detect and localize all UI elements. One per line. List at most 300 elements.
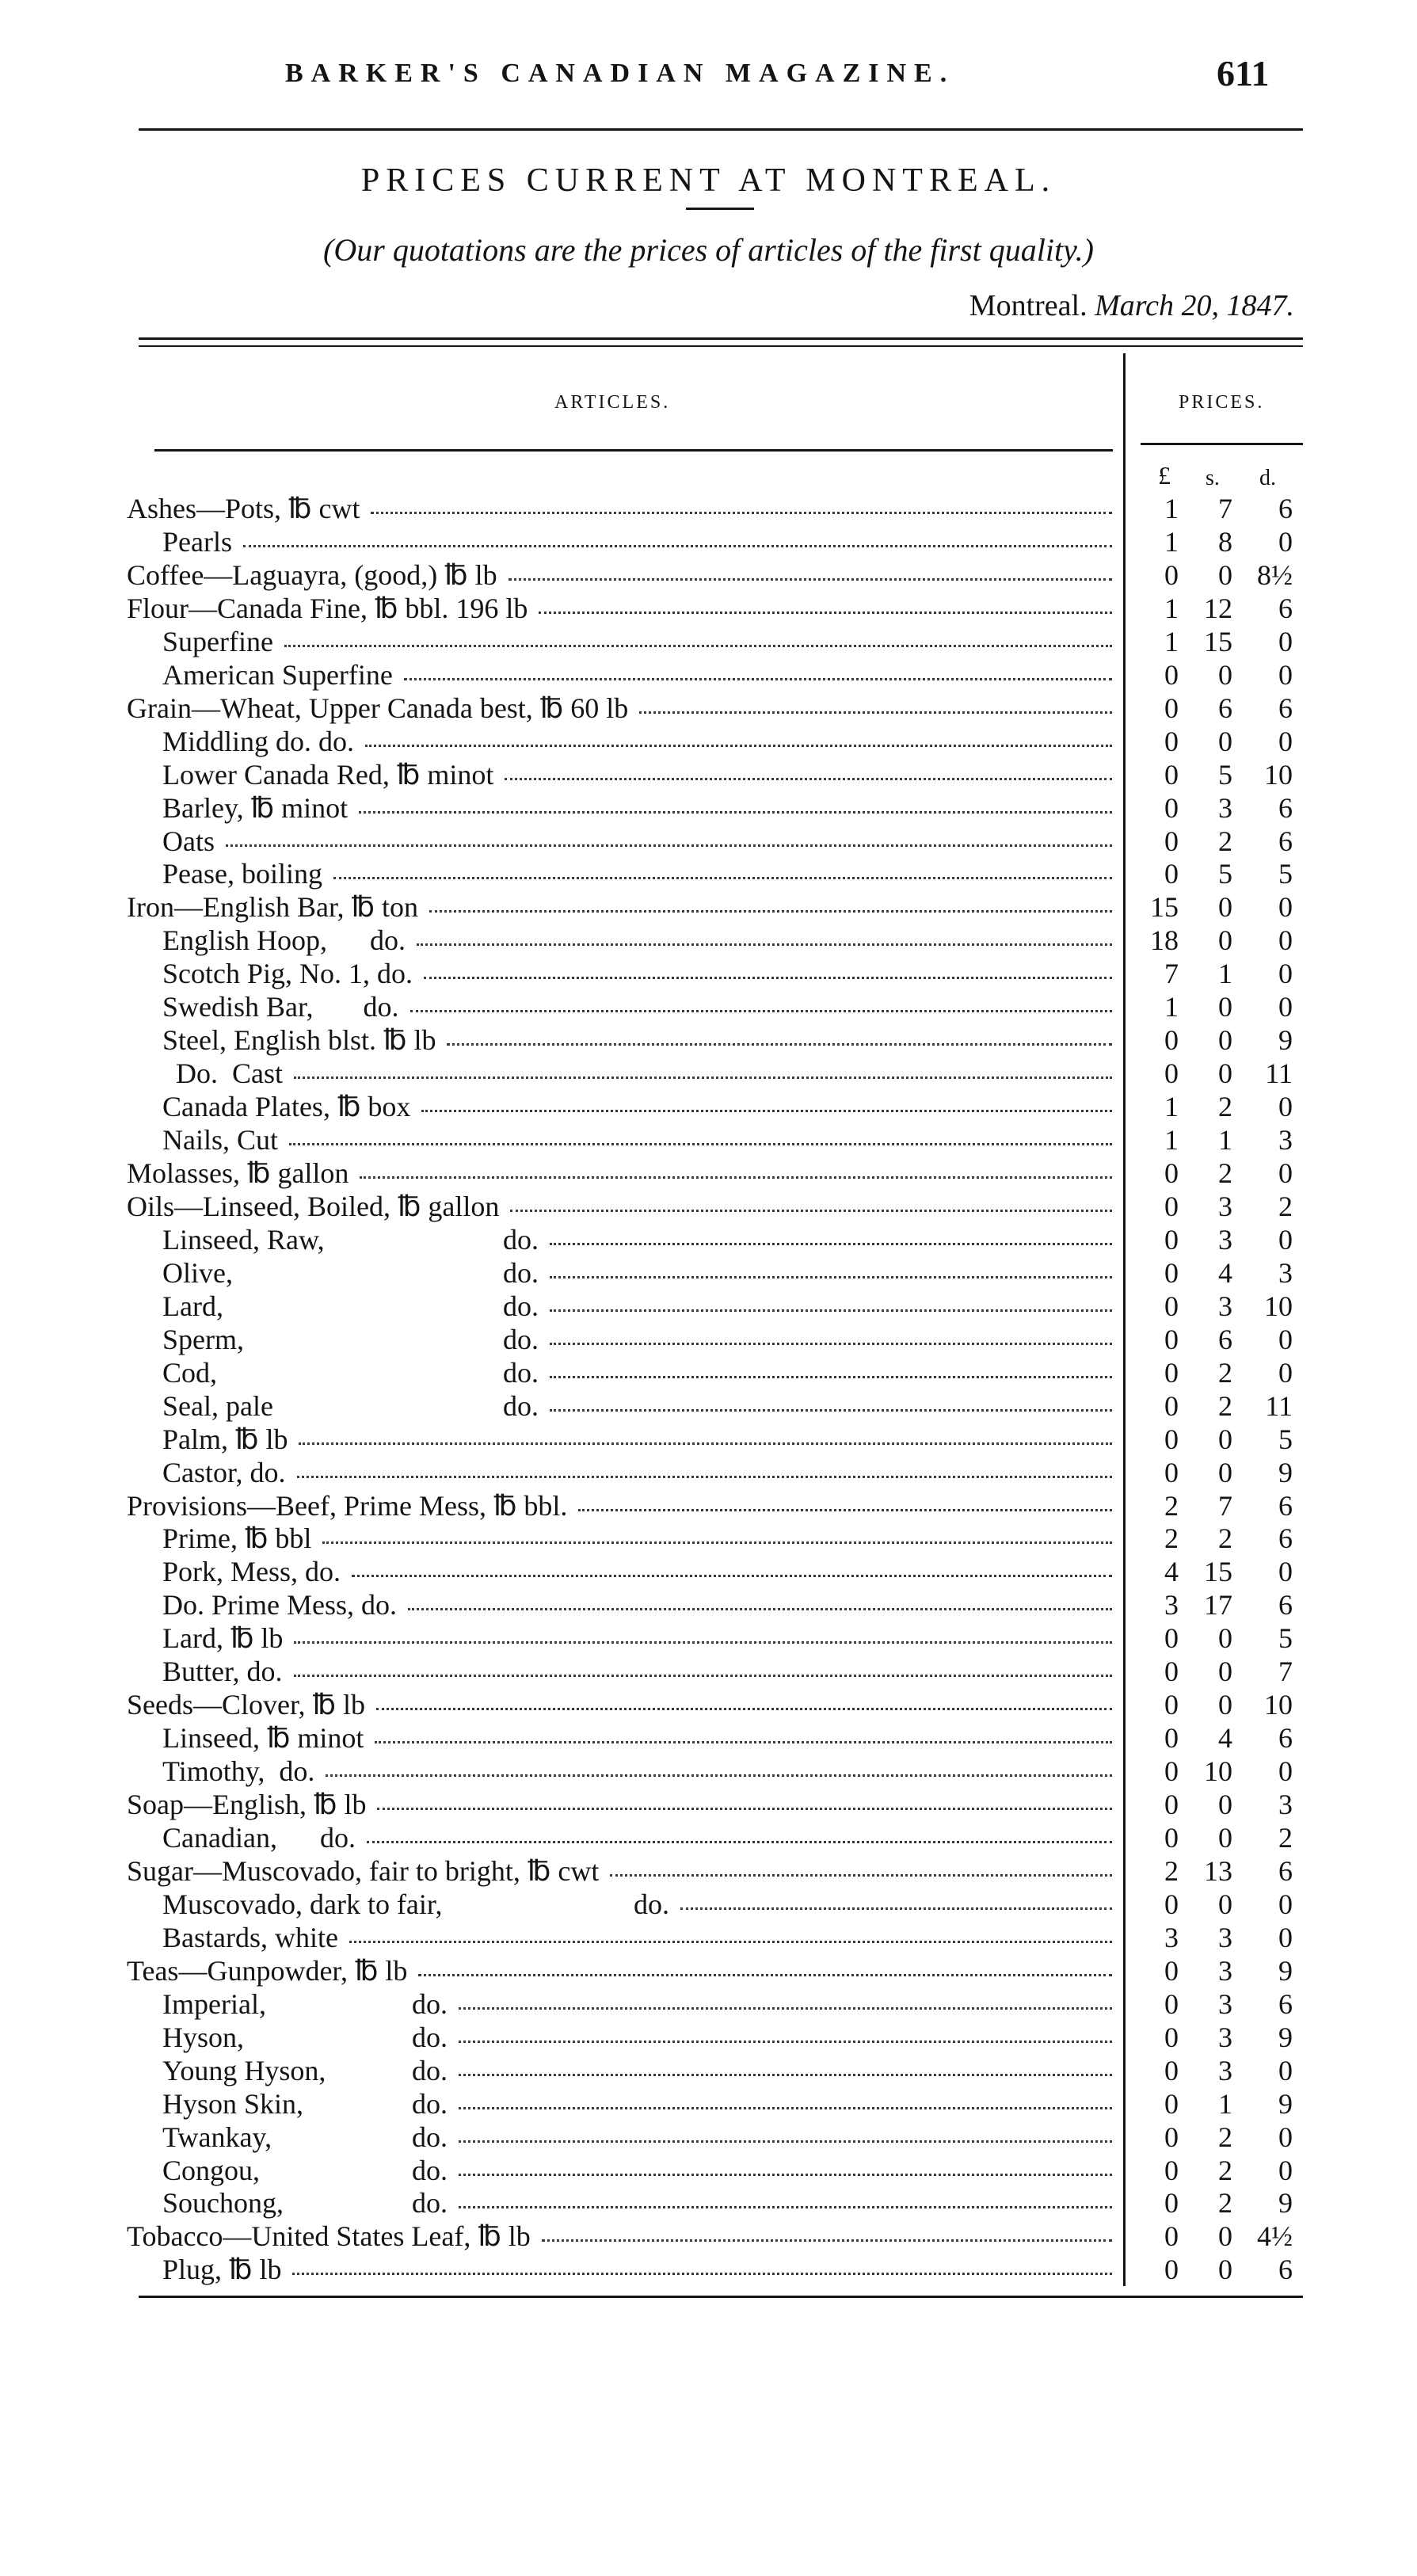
ditto-label: do.	[412, 2154, 448, 2186]
article-label: Canadian, do.	[162, 1822, 356, 1854]
price-shillings: 0	[1218, 1456, 1232, 1488]
table-top-rule-2	[139, 345, 1303, 347]
article-label: Flour—Canada Fine, ℔ bbl. 196 lb	[127, 592, 528, 624]
price-pence: 6	[1278, 2254, 1293, 2286]
dot-leader	[459, 2107, 1112, 2109]
ditto-label: do.	[412, 2087, 448, 2120]
table-row	[0, 1024, 1417, 1057]
price-shillings: 0	[1218, 924, 1232, 957]
price-pounds: 1	[1164, 592, 1179, 624]
price-pence: 5	[1278, 858, 1293, 890]
header-rule	[139, 128, 1303, 131]
price-shillings: 0	[1218, 558, 1232, 591]
price-pounds: 0	[1164, 758, 1179, 791]
table-row	[0, 659, 1417, 692]
pounds-header: £	[1158, 461, 1171, 490]
price-pounds: 0	[1164, 1256, 1179, 1289]
dot-leader	[542, 2239, 1112, 2242]
price-pounds: 0	[1164, 558, 1179, 591]
article-label: Lower Canada Red, ℔ minot	[162, 758, 494, 791]
dot-leader	[550, 1409, 1112, 1412]
article-label: Timothy, do.	[162, 1755, 315, 1788]
dot-leader	[550, 1309, 1112, 1312]
price-pence: 3	[1278, 1789, 1293, 1821]
price-pounds: 0	[1164, 1024, 1179, 1057]
article-label: Linseed, ℔ minot	[162, 1722, 364, 1755]
subtitle: (Our quotations are the prices of articles of the first quality.)	[323, 232, 1094, 268]
price-pence: 0	[1278, 1921, 1293, 1953]
table-row	[0, 2088, 1417, 2121]
table-row	[0, 2254, 1417, 2286]
price-pence: 0	[1278, 2154, 1293, 2186]
price-pence: 9	[1278, 1954, 1293, 1987]
table-row	[0, 593, 1417, 625]
article-label: Lard, ℔ lb	[162, 1622, 284, 1655]
price-pence: 0	[1278, 1323, 1293, 1355]
table-row	[0, 1589, 1417, 1621]
dot-leader	[421, 1110, 1112, 1112]
table-row	[0, 991, 1417, 1023]
price-shillings: 0	[1218, 1656, 1232, 1688]
article-label: Sugar—Muscovado, fair to bright, ℔ cwt	[127, 1854, 600, 1887]
price-pence: 11	[1265, 1389, 1293, 1422]
price-pounds: 0	[1164, 1789, 1179, 1821]
price-pence: 6	[1278, 791, 1293, 824]
ditto-label: do.	[412, 2187, 448, 2220]
article-label: Bastards, white	[162, 1921, 338, 1953]
table-row	[0, 1556, 1417, 1588]
price-shillings: 8	[1218, 525, 1232, 558]
price-pence: 6	[1278, 1854, 1293, 1887]
price-pence: 0	[1278, 525, 1293, 558]
price-shillings: 3	[1218, 2054, 1232, 2086]
price-pounds: 0	[1164, 2121, 1179, 2153]
price-shillings: 0	[1218, 1057, 1232, 1090]
price-shillings: 3	[1218, 1921, 1232, 1953]
price-pounds: 1	[1164, 625, 1179, 657]
price-pence: 6	[1278, 1722, 1293, 1755]
dateline	[969, 288, 1294, 323]
ditto-label: do.	[412, 2021, 448, 2053]
price-shillings: 3	[1218, 1290, 1232, 1322]
article-label: Oats	[162, 825, 215, 857]
price-pounds: 4	[1164, 1556, 1179, 1588]
price-shillings: 4	[1218, 1256, 1232, 1289]
price-pence: 6	[1278, 1489, 1293, 1522]
article-label: Linseed, Raw,	[162, 1223, 325, 1256]
price-pounds: 15	[1150, 891, 1179, 924]
article-label: Lard,	[162, 1290, 223, 1322]
price-shillings: 0	[1218, 1423, 1232, 1455]
article-label: Scotch Pig, No. 1, do.	[162, 958, 413, 990]
dot-leader	[410, 1010, 1112, 1012]
table-row	[0, 1124, 1417, 1157]
price-pence: 10	[1264, 1689, 1293, 1721]
price-pounds: 0	[1164, 1722, 1179, 1755]
dot-leader	[375, 1741, 1112, 1743]
price-pence: 0	[1278, 891, 1293, 924]
article-label: English Hoop, do.	[162, 924, 406, 957]
ditto-label: do.	[503, 1323, 539, 1355]
table-row	[0, 1789, 1417, 1821]
price-pence: 0	[1278, 924, 1293, 957]
price-shillings: 3	[1218, 791, 1232, 824]
article-label: Canada Plates, ℔ box	[162, 1091, 411, 1123]
prices-header-rule	[1141, 443, 1303, 445]
table-row	[0, 858, 1417, 890]
table-row	[0, 1191, 1417, 1223]
article-label: Hyson,	[162, 2021, 245, 2053]
price-pounds: 1	[1164, 525, 1179, 558]
table-row	[0, 1057, 1417, 1090]
article-label: Congou,	[162, 2154, 261, 2186]
article-label: Do. Cast	[176, 1057, 283, 1090]
price-pence: 10	[1264, 758, 1293, 791]
price-pounds: 0	[1164, 825, 1179, 857]
dot-leader	[418, 1974, 1112, 1976]
dot-leader	[294, 1641, 1112, 1644]
price-shillings: 0	[1218, 991, 1232, 1023]
price-pounds: 0	[1164, 2054, 1179, 2086]
ditto-label: do.	[634, 1888, 669, 1920]
price-pence: 9	[1278, 1456, 1293, 1488]
table-row	[0, 1390, 1417, 1423]
price-shillings: 4	[1218, 1722, 1232, 1755]
price-pounds: 1	[1164, 991, 1179, 1023]
articles-header-rule	[154, 449, 1113, 452]
article-label: Castor, do.	[162, 1456, 286, 1488]
ditto-label: do.	[503, 1356, 539, 1389]
price-pence: 3	[1278, 1256, 1293, 1289]
price-pounds: 0	[1164, 2254, 1179, 2286]
price-pence: 9	[1278, 2187, 1293, 2220]
dot-leader	[284, 645, 1112, 647]
table-row	[0, 1091, 1417, 1123]
dot-leader	[459, 2074, 1112, 2076]
price-pounds: 0	[1164, 1622, 1179, 1655]
article-label: Coffee—Laguayra, (good,) ℔ lb	[127, 558, 497, 591]
dot-leader	[417, 943, 1112, 946]
price-pounds: 0	[1164, 1689, 1179, 1721]
ditto-label: do.	[412, 2054, 448, 2086]
price-pence: 6	[1278, 1522, 1293, 1555]
dot-leader	[294, 1675, 1112, 1677]
price-shillings: 0	[1218, 891, 1232, 924]
dot-leader	[550, 1376, 1112, 1378]
price-pounds: 7	[1164, 958, 1179, 990]
price-shillings: 3	[1218, 2021, 1232, 2053]
price-shillings: 2	[1218, 2121, 1232, 2153]
table-top-rule-1	[139, 337, 1303, 340]
price-pence: 0	[1278, 725, 1293, 757]
dot-leader	[294, 1077, 1112, 1079]
dot-leader	[376, 1708, 1112, 1710]
price-pounds: 0	[1164, 2087, 1179, 2120]
article-label: Oils—Linseed, Boiled, ℔ gallon	[127, 1190, 500, 1222]
dot-leader	[352, 1575, 1112, 1577]
article-label: Teas—Gunpowder, ℔ lb	[127, 1954, 408, 1987]
price-pounds: 3	[1164, 1589, 1179, 1621]
price-shillings: 1	[1218, 2087, 1232, 2120]
price-shillings: 7	[1218, 493, 1232, 524]
price-pounds: 0	[1164, 2220, 1179, 2253]
price-pence: 11	[1265, 1057, 1293, 1090]
price-pounds: 0	[1164, 1954, 1179, 1987]
dateline-date: March 20, 1847.	[1095, 289, 1294, 322]
article-label: Imperial,	[162, 1987, 266, 2020]
price-shillings: 3	[1218, 1954, 1232, 1987]
price-pence: 9	[1278, 2021, 1293, 2053]
article-label: Palm, ℔ lb	[162, 1423, 288, 1455]
table-row	[0, 1722, 1417, 1755]
price-pounds: 0	[1164, 1389, 1179, 1422]
price-pounds: 1	[1164, 1091, 1179, 1123]
article-label: Young Hyson,	[162, 2054, 326, 2086]
price-shillings: 12	[1204, 592, 1232, 624]
price-pounds: 0	[1164, 1356, 1179, 1389]
price-pence: 0	[1278, 958, 1293, 990]
ditto-label: do.	[503, 1290, 539, 1322]
table-row	[0, 626, 1417, 658]
dot-leader	[680, 1907, 1112, 1910]
price-pounds: 0	[1164, 1888, 1179, 1920]
table-row	[0, 1755, 1417, 1788]
price-shillings: 0	[1218, 1789, 1232, 1821]
price-pounds: 0	[1164, 1656, 1179, 1688]
price-pounds: 1	[1164, 493, 1179, 524]
price-shillings: 2	[1218, 2187, 1232, 2220]
article-label: Soap—English, ℔ lb	[127, 1789, 367, 1821]
table-row	[0, 493, 1417, 525]
table-row	[0, 825, 1417, 858]
dot-leader	[459, 2174, 1112, 2176]
price-shillings: 2	[1218, 1356, 1232, 1389]
price-pence: 0	[1278, 1356, 1293, 1389]
table-row	[0, 1689, 1417, 1721]
dot-leader	[550, 1243, 1112, 1245]
price-pence: 6	[1278, 825, 1293, 857]
dot-leader	[509, 578, 1112, 581]
price-pounds: 0	[1164, 2187, 1179, 2220]
price-pounds: 0	[1164, 1323, 1179, 1355]
table-row	[0, 1157, 1417, 1190]
table-row	[0, 1922, 1417, 1954]
price-shillings: 15	[1204, 1556, 1232, 1588]
dot-leader	[289, 1143, 1112, 1145]
price-pence: 0	[1278, 1755, 1293, 1788]
table-row	[0, 2155, 1417, 2187]
price-pence: 5	[1278, 1423, 1293, 1455]
articles-column-header: ARTICLES.	[554, 392, 671, 413]
table-row	[0, 1290, 1417, 1323]
price-pence: 6	[1278, 692, 1293, 724]
price-shillings: 15	[1204, 625, 1232, 657]
price-shillings: 5	[1218, 758, 1232, 791]
table-row	[0, 792, 1417, 825]
price-shillings: 0	[1218, 1888, 1232, 1920]
table-row	[0, 1622, 1417, 1655]
pence-header: d.	[1259, 466, 1276, 490]
article-label: Muscovado, dark to fair,	[162, 1888, 443, 1920]
price-pence: 3	[1278, 1124, 1293, 1157]
dateline-place: Montreal.	[969, 289, 1088, 322]
price-pounds: 1	[1164, 1124, 1179, 1157]
article-label: Prime, ℔ bbl	[162, 1522, 312, 1555]
table-row	[0, 2187, 1417, 2220]
price-pence: 7	[1278, 1656, 1293, 1688]
dot-leader	[459, 2206, 1112, 2208]
price-pounds: 0	[1164, 1423, 1179, 1455]
title-underline	[686, 208, 754, 210]
price-pounds: 0	[1164, 1755, 1179, 1788]
dot-leader	[299, 1442, 1112, 1445]
price-shillings: 0	[1218, 658, 1232, 691]
price-shillings: 6	[1218, 692, 1232, 724]
article-label: Seal, pale	[162, 1389, 273, 1422]
table-row	[0, 1224, 1417, 1256]
dot-leader	[550, 1343, 1112, 1345]
dot-leader	[226, 844, 1112, 847]
dot-leader	[359, 811, 1112, 814]
dot-leader	[639, 711, 1112, 714]
dot-leader	[447, 1043, 1112, 1046]
ditto-label: do.	[503, 1256, 539, 1289]
table-row	[0, 1988, 1417, 2021]
dot-leader	[377, 1808, 1112, 1810]
dot-leader	[610, 1874, 1112, 1877]
price-shillings: 0	[1218, 725, 1232, 757]
price-shillings: 5	[1218, 858, 1232, 890]
table-row	[0, 924, 1417, 957]
article-label: Seeds—Clover, ℔ lb	[127, 1689, 365, 1721]
price-shillings: 0	[1218, 1689, 1232, 1721]
table-row	[0, 726, 1417, 758]
dot-leader	[371, 512, 1112, 514]
price-pence: 0	[1278, 625, 1293, 657]
shillings-header: s.	[1206, 466, 1220, 490]
price-pounds: 18	[1150, 924, 1179, 957]
article-label: Pease, boiling	[162, 858, 322, 890]
price-shillings: 1	[1218, 958, 1232, 990]
price-pence: 6	[1278, 1589, 1293, 1621]
article-label: Hyson Skin,	[162, 2087, 304, 2120]
price-pounds: 2	[1164, 1854, 1179, 1887]
price-shillings: 3	[1218, 1190, 1232, 1222]
price-pence: 0	[1278, 2054, 1293, 2086]
price-pounds: 2	[1164, 1489, 1179, 1522]
page-number: 611	[1217, 53, 1270, 93]
table-row	[0, 1457, 1417, 1489]
price-pence: 9	[1278, 1024, 1293, 1057]
price-pence: 0	[1278, 991, 1293, 1023]
dot-leader	[322, 1541, 1112, 1544]
price-shillings: 2	[1218, 2154, 1232, 2186]
price-pounds: 2	[1164, 1522, 1179, 1555]
dot-leader	[365, 745, 1112, 747]
dot-leader	[424, 977, 1112, 979]
table-row	[0, 1522, 1417, 1555]
price-pounds: 0	[1164, 725, 1179, 757]
dot-leader	[297, 1476, 1112, 1478]
article-label: Sperm,	[162, 1323, 244, 1355]
prices-column-header: PRICES.	[1179, 392, 1265, 413]
price-pence: 0	[1278, 1888, 1293, 1920]
price-pence: 2	[1278, 1822, 1293, 1854]
price-pounds: 0	[1164, 1987, 1179, 2020]
dot-leader	[459, 2140, 1112, 2143]
dot-leader	[510, 1210, 1112, 1212]
table-row	[0, 1490, 1417, 1522]
dot-leader	[408, 1608, 1112, 1610]
price-pence: 0	[1278, 1091, 1293, 1123]
price-shillings: 3	[1218, 1223, 1232, 1256]
price-pence: 10	[1264, 1290, 1293, 1322]
dot-leader	[578, 1509, 1112, 1511]
price-shillings: 7	[1218, 1489, 1232, 1522]
price-pounds: 0	[1164, 1157, 1179, 1189]
article-label: American Superfine	[162, 658, 393, 691]
article-label: Olive,	[162, 1256, 233, 1289]
running-title: BARKER'S CANADIAN MAGAZINE.	[285, 59, 955, 88]
table-row	[0, 2121, 1417, 2154]
price-pence: 2	[1278, 1190, 1293, 1222]
price-shillings: 17	[1204, 1589, 1232, 1621]
price-pence: 0	[1278, 2121, 1293, 2153]
price-pence: 0	[1278, 1223, 1293, 1256]
price-pence: 5	[1278, 1622, 1293, 1655]
ditto-label: do.	[503, 1389, 539, 1422]
article-label: Iron—English Bar, ℔ ton	[127, 891, 418, 924]
article-label: Middling do. do.	[162, 725, 355, 757]
table-row	[0, 1324, 1417, 1356]
dot-leader	[429, 910, 1112, 913]
table-row	[0, 1822, 1417, 1854]
article-label: Nails, Cut	[162, 1124, 279, 1157]
price-pounds: 0	[1164, 1057, 1179, 1090]
price-shillings: 13	[1204, 1854, 1232, 1887]
page-title: PRICES CURRENT AT MONTREAL.	[360, 162, 1057, 199]
price-pence: 0	[1278, 1157, 1293, 1189]
price-shillings: 2	[1218, 825, 1232, 857]
table-row	[0, 891, 1417, 924]
dot-leader	[539, 612, 1112, 614]
price-shillings: 2	[1218, 1091, 1232, 1123]
dot-leader	[459, 2007, 1112, 2010]
price-pence: 6	[1278, 493, 1293, 524]
price-pounds: 0	[1164, 1223, 1179, 1256]
table-row	[0, 692, 1417, 725]
article-label: Provisions—Beef, Prime Mess, ℔ bbl.	[127, 1489, 568, 1522]
article-label: Pearls	[162, 525, 232, 558]
table-row	[0, 2055, 1417, 2087]
table-row	[0, 2022, 1417, 2054]
table-row	[0, 1888, 1417, 1921]
price-shillings: 0	[1218, 2220, 1232, 2253]
article-label: Grain—Wheat, Upper Canada best, ℔ 60 lb	[127, 692, 629, 724]
price-pounds: 0	[1164, 791, 1179, 824]
dot-leader	[349, 1941, 1112, 1943]
price-shillings: 0	[1218, 1024, 1232, 1057]
article-label: Butter, do.	[162, 1656, 283, 1688]
price-pence: 6	[1278, 592, 1293, 624]
article-label: Steel, English blst. ℔ lb	[162, 1024, 436, 1057]
price-shillings: 2	[1218, 1389, 1232, 1422]
article-label: Pork, Mess, do.	[162, 1556, 341, 1588]
price-pence: 6	[1278, 1987, 1293, 2020]
price-pounds: 0	[1164, 658, 1179, 691]
article-label: Cod,	[162, 1356, 218, 1389]
price-pounds: 0	[1164, 2154, 1179, 2186]
